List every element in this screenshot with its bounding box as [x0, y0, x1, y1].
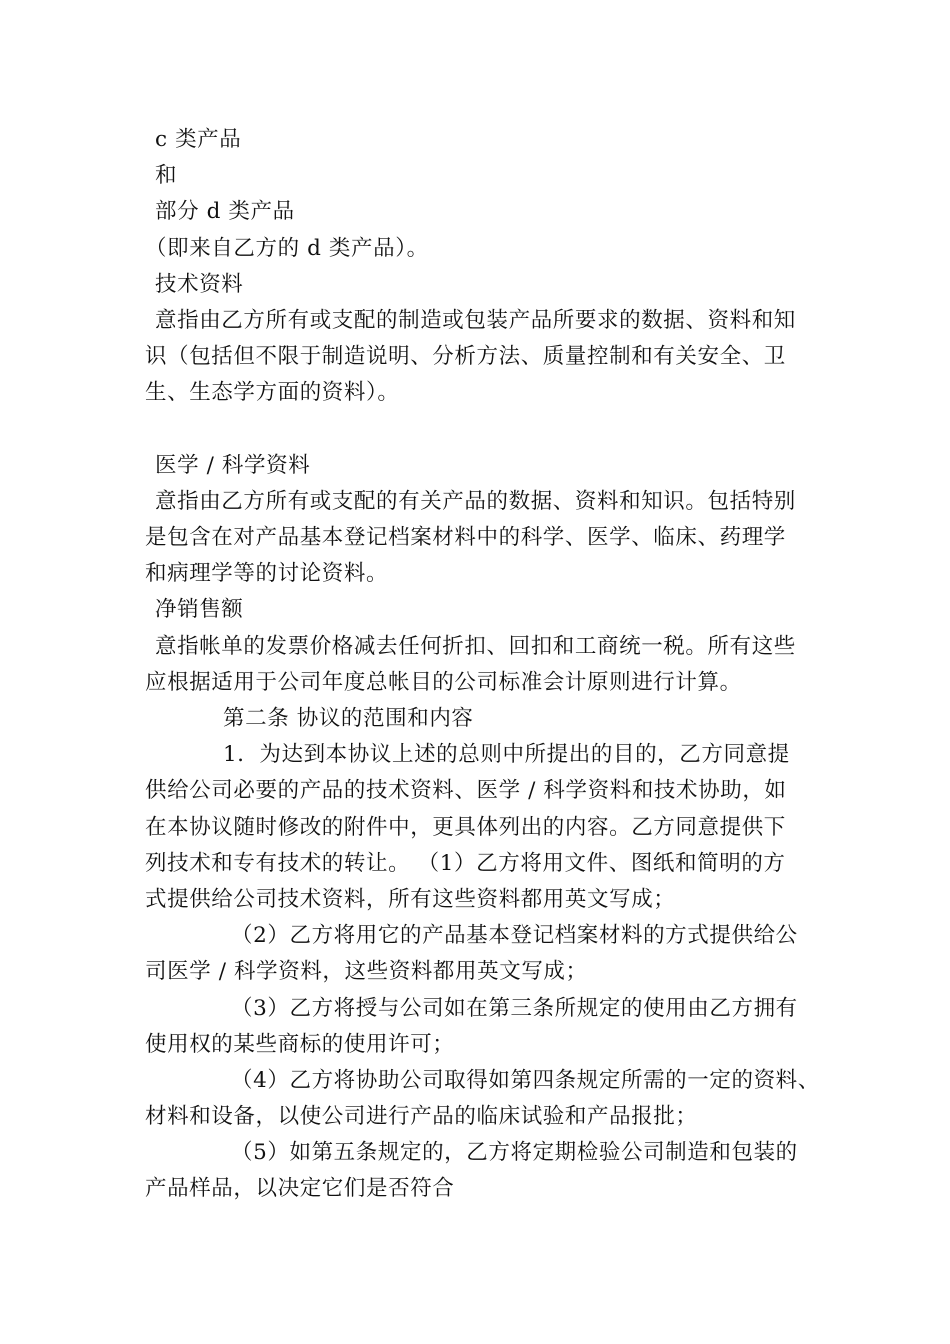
text-line: 生、生态学方面的资料）。	[145, 380, 400, 406]
article-heading: 第二条 协议的范围和内容	[223, 706, 474, 731]
list-item: （5）如第五条规定的，乙方将定期检验公司制造和包装的	[231, 1140, 798, 1166]
text-line: 识（包括但不限于制造说明、分析方法、质量控制和有关安全、卫	[145, 344, 786, 370]
text-line: 和	[155, 163, 178, 189]
text-line: 部分 d 类产品	[155, 199, 295, 225]
text-line: 列技术和专有技术的转让。 （1）乙方将用文件、图纸和简明的方	[145, 850, 786, 876]
list-item: （2）乙方将用它的产品基本登记档案材料的方式提供给公	[231, 923, 798, 949]
text-line: 意指由乙方所有或支配的制造或包装产品所要求的数据、资料和知	[155, 307, 796, 333]
text-line: 意指帐单的发票价格减去任何折扣、回扣和工商统一税。所有这些	[155, 633, 796, 659]
section-heading: 净销售额	[155, 597, 244, 623]
text-line: 意指由乙方所有或支配的有关产品的数据、资料和知识。包括特别	[155, 488, 796, 514]
text-line: 1．为达到本协议上述的总则中所提出的目的，乙方同意提	[223, 742, 790, 768]
text-line: 和病理学等的讨论资料。	[145, 561, 389, 587]
list-item: （3）乙方将授与公司如在第三条所规定的使用由乙方拥有	[231, 995, 798, 1021]
document-body	[145, 122, 820, 1208]
blank-line	[145, 412, 805, 448]
list-item: （4）乙方将协助公司取得如第四条规定所需的一定的资料、	[231, 1067, 820, 1093]
text-line: （即来自乙方的 d 类产品）。	[145, 235, 429, 261]
text-line: 在本协议随时修改的附件中，更具体列出的内容。乙方同意提供下	[145, 814, 786, 840]
text-line: 产品样品，以决定它们是否符合	[145, 1176, 455, 1202]
section-heading: 技术资料	[155, 271, 244, 297]
text-line: 式提供给公司技术资料，所有这些资料都用英文写成；	[145, 886, 676, 912]
text-line: 供给公司必要的产品的技术资料、医学 / 科学资料和技术协助，如	[145, 778, 787, 804]
text-line: c 类产品	[155, 127, 242, 152]
text-line: 材料和设备，以使公司进行产品的临床试验和产品报批；	[145, 1104, 698, 1130]
text-line: 应根据适用于公司年度总帐目的公司标准会计原则进行计算。	[145, 669, 742, 695]
text-line: 司医学 / 科学资料，这些资料都用英文写成；	[145, 959, 588, 985]
section-heading: 医学 / 科学资料	[155, 452, 311, 478]
text-line: 使用权的某些商标的使用许可；	[145, 1031, 455, 1057]
text-line: 是包含在对产品基本登记档案材料中的科学、医学、临床、药理学	[145, 525, 786, 551]
